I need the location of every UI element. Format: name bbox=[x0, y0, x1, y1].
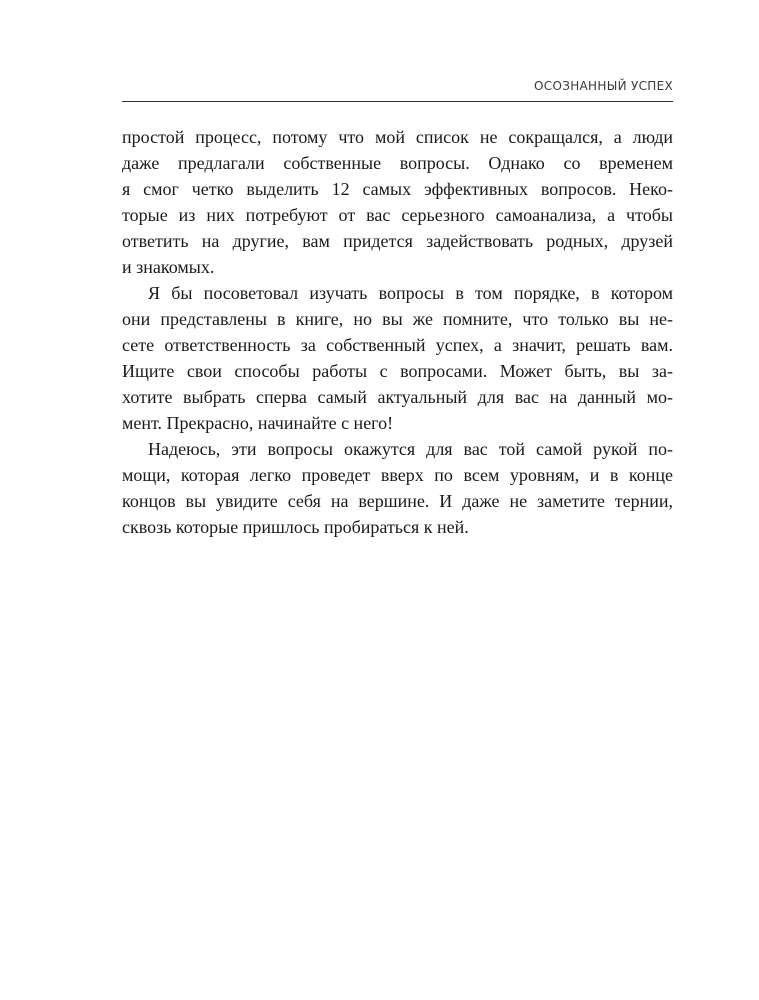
body-text bbox=[122, 124, 673, 540]
running-head-title: ОСОЗНАННЫЙ УСПЕХ bbox=[534, 79, 673, 93]
text-line: Я бы посоветовал изучать вопросы в том порядке, в котором bbox=[148, 283, 673, 303]
paragraph-3 bbox=[122, 436, 673, 540]
text-line: Надеюсь, эти вопросы окажутся для вас той самой рукой по- bbox=[148, 439, 673, 459]
paragraph-1 bbox=[122, 124, 673, 280]
text-line: мент. Прекрасно, начинайте с него! bbox=[122, 413, 394, 433]
text-line: даже предлагали собственные вопросы. Однако со временем bbox=[122, 153, 673, 173]
header-rule bbox=[122, 101, 673, 102]
text-line: торые из них потребуют от вас серьезного самоанализа, а чтобы bbox=[122, 205, 673, 225]
text-line: сете ответственность за собственный успех, а значит, решать вам. bbox=[122, 335, 673, 355]
text-line: концов вы увидите себя на вершине. И даже не заметите тернии, bbox=[122, 491, 673, 511]
text-line: мощи, которая легко проведет вверх по всем уровням, и в конце bbox=[122, 465, 673, 485]
text-line: простой процесс, потому что мой список не сокращался, а люди bbox=[122, 127, 673, 147]
text-line: и знакомых. bbox=[122, 257, 215, 277]
paragraph-2 bbox=[122, 280, 673, 436]
text-line: хотите выбрать сперва самый актуальный для вас на данный мо- bbox=[122, 387, 673, 407]
text-line: ответить на другие, вам придется задействовать родных, друзей bbox=[122, 231, 673, 251]
text-line: они представлены в книге, но вы же помните, что только вы не- bbox=[122, 309, 673, 329]
text-line: Ищите свои способы работы с вопросами. Может быть, вы за- bbox=[122, 361, 673, 381]
text-line: сквозь которые пришлось пробираться к ней. bbox=[122, 517, 469, 537]
text-line: я смог четко выделить 12 самых эффективных вопросов. Неко- bbox=[122, 179, 673, 199]
